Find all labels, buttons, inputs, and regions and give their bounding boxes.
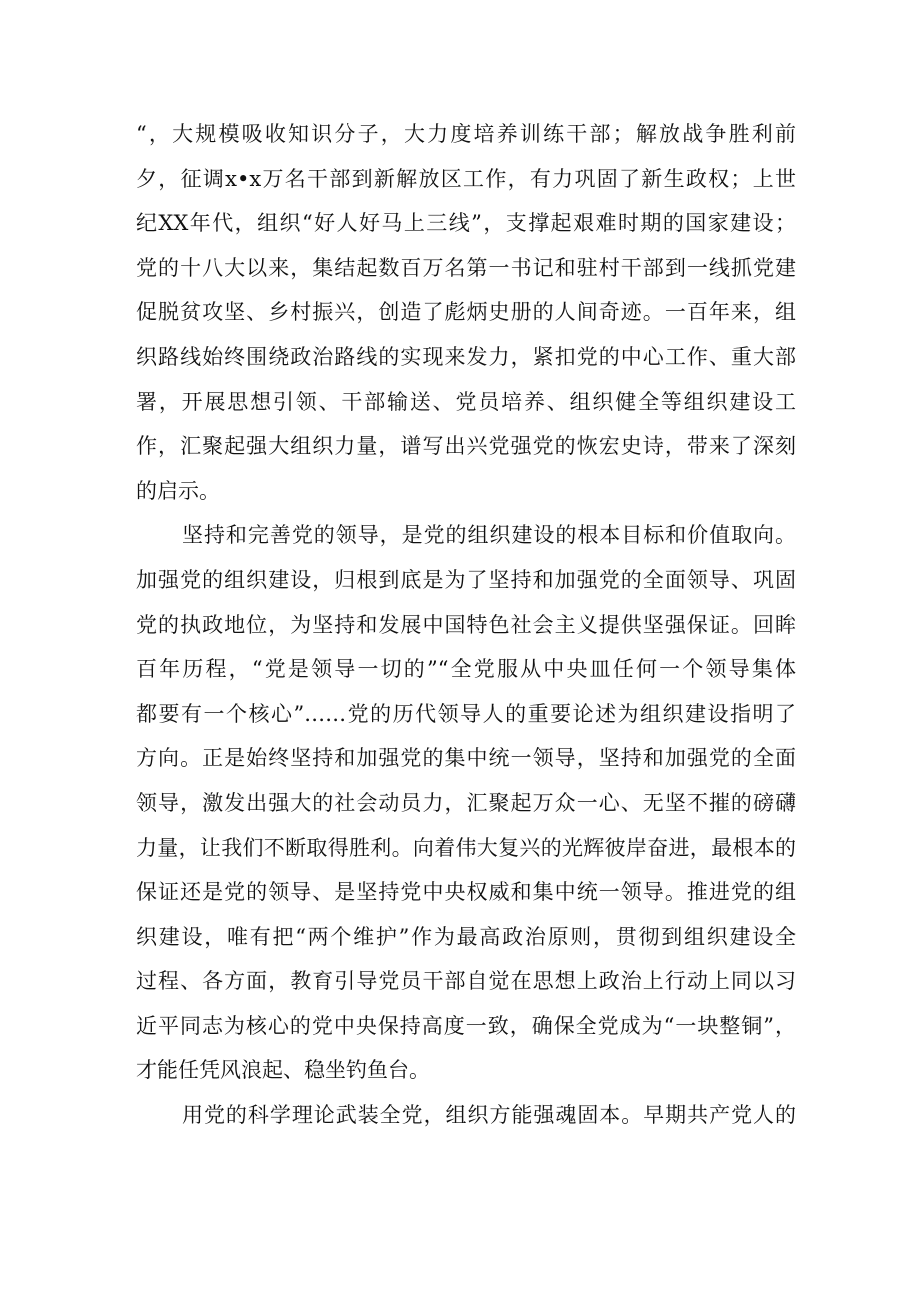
text-line: 纪XX年代，组织“好人好马上三线”，支撑起艰难时期的国家建设； — [136, 211, 796, 236]
text-line: 才能任凭风浪起、稳坐钓鱼台。 — [136, 1058, 430, 1083]
text-line: 作，汇聚起强大组织力量，谱写出兴党强党的恢宏史诗，带来了深刻 — [136, 434, 796, 459]
text-line: 保证还是党的领导、是坚持党中央权威和集中统一领导。推进党的组 — [136, 880, 796, 905]
text-line: 都要有一个核心”……党的历代领导人的重要论述为组织建设指明了 — [136, 701, 796, 726]
text-line: 方向。正是始终坚持和加强党的集中统一领导，坚持和加强党的全面 — [136, 746, 796, 771]
text-line: 领导，激发出强大的社会动员力，汇聚起万众一心、无坚不摧的磅礴 — [136, 790, 796, 815]
text-line: 近平同志为核心的党中央保持高度一致，确保全党成为“一块整铜”， — [136, 1013, 796, 1038]
paragraph-3 — [136, 1093, 796, 1138]
paragraph-1 — [136, 112, 796, 513]
text-line: 夕，征调x•x万名干部到新解放区工作，有力巩固了新生政权；上世 — [136, 166, 796, 191]
text-line: “，大规模吸收知识分子，大力度培养训练干部；解放战争胜利前 — [136, 122, 796, 146]
document-body — [136, 112, 796, 1138]
text-line: 百年历程，“党是领导一切的”“全党服从中央皿任何一个领导集体 — [136, 657, 796, 682]
text-line: 党的十八大以来，集结起数百万名第一书记和驻村干部到一线抓党建 — [136, 255, 796, 280]
text-line: 力量，让我们不断取得胜利。向着伟大复兴的光辉彼岸奋进，最根本的 — [136, 835, 796, 860]
paragraph-2 — [136, 513, 796, 1093]
text-line: 促脱贫攻坚、乡村振兴，创造了彪炳史册的人间奇迹。一百年来，组 — [136, 300, 796, 325]
text-line: 织路线始终围绕政治路线的实现来发力，紧扣党的中心工作、重大部 — [136, 344, 796, 369]
text-line: 加强党的组织建设，归根到底是为了坚持和加强党的全面领导、巩固 — [136, 567, 796, 592]
text-line: 党的执政地位，为坚持和发展中国特色社会主义提供坚强保证。回眸 — [136, 612, 796, 637]
text-line: 过程、各方面，教育引导党员干部自觉在思想上政治上行动上同以习 — [136, 969, 796, 994]
text-line: 署，开展思想引领、干部输送、党员培养、组织健全等组织建设工 — [136, 389, 796, 414]
text-line: 的启示。 — [136, 478, 220, 503]
text-line: 织建设，唯有把“两个维护”作为最高政治原则，贯彻到组织建设全 — [136, 924, 796, 949]
text-line: 用党的科学理论武装全党，组织方能强魂固本。早期共产党人的 — [182, 1103, 796, 1128]
text-line: 坚持和完善党的领导，是党的组织建设的根本目标和价值取向。 — [182, 523, 796, 548]
